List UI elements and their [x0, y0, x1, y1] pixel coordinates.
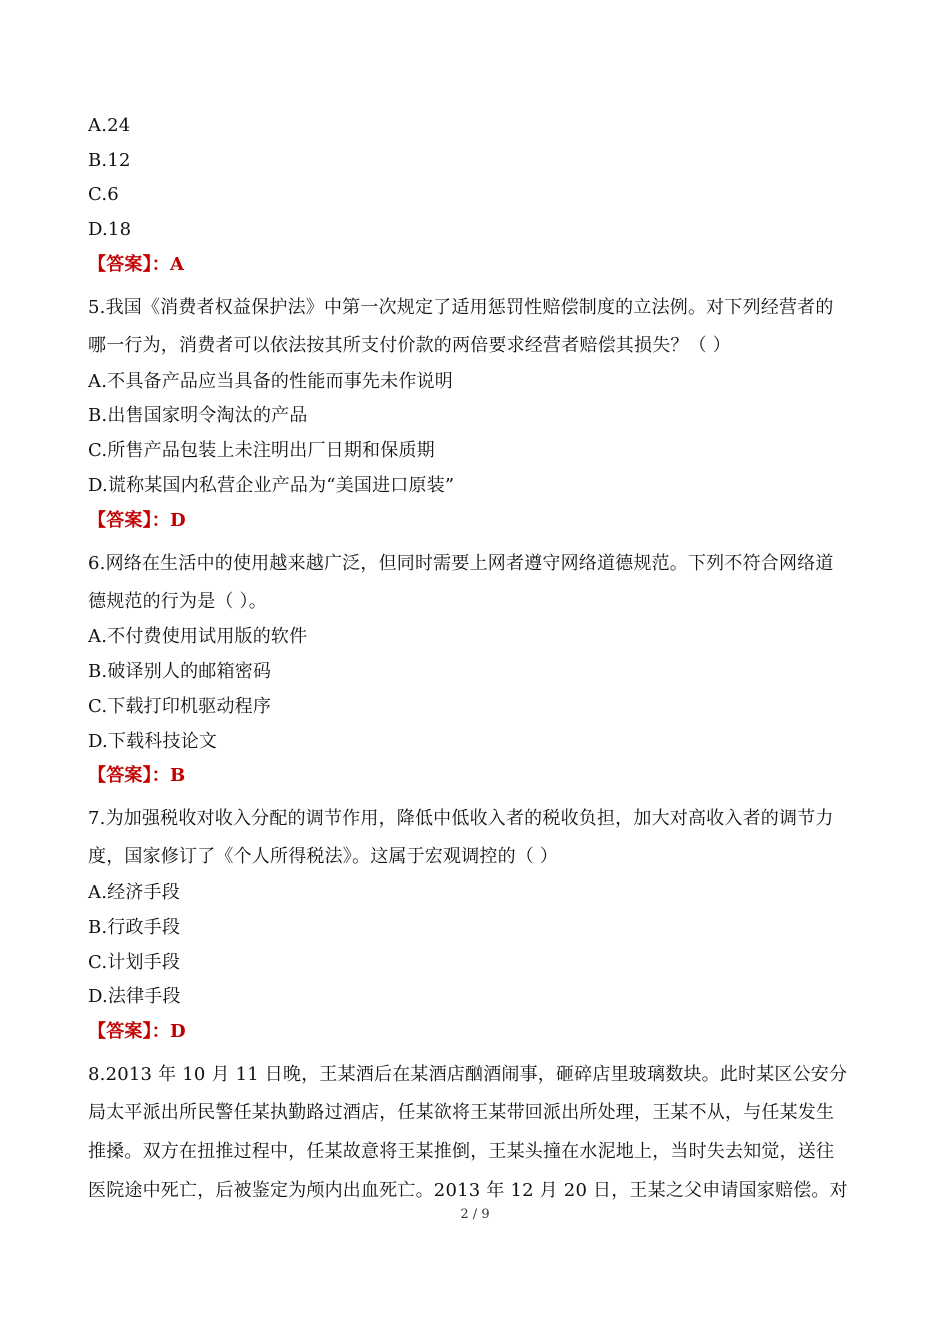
- q8-stem-line-4: 医院途中死亡，后被鉴定为颅内出血死亡。2013 年 12 月 20 日，王某之父申请国家赔偿。对: [88, 1180, 848, 1201]
- q7-option-c: C.计划手段: [88, 952, 181, 973]
- q8-stem-line-1: 8.2013 年 10 月 11 日晚，王某酒后在某酒店酗酒闹事，砸碎店里玻璃数块。此时某区公安分: [88, 1064, 848, 1085]
- q5-option-c: C.所售产品包装上未注明出厂日期和保质期: [88, 440, 435, 461]
- q4-option-b: B.12: [88, 150, 131, 171]
- q5-option-b: B.出售国家明令淘汰的产品: [88, 405, 308, 426]
- q7-option-b: B.行政手段: [88, 917, 181, 938]
- q7-stem-line-2: 度，国家修订了《个人所得税法》。这属于宏观调控的（ ）: [88, 846, 559, 867]
- q6-stem-line-2: 德规范的行为是（ ）。: [88, 591, 267, 612]
- q5-answer: 【答案】：D: [88, 510, 186, 531]
- q8-stem-line-2: 局太平派出所民警任某执勤路过酒店，任某欲将王某带回派出所处理，王某不从，与任某发生: [88, 1102, 835, 1123]
- q4-option-a: A.24: [88, 115, 131, 136]
- q6-option-a: A.不付费使用试用版的软件: [88, 626, 308, 647]
- q7-stem-line-1: 7.为加强税收对收入分配的调节作用，降低中低收入者的税收负担，加大对高收入者的调节力: [88, 808, 834, 829]
- q7-option-a: A.经济手段: [88, 882, 180, 903]
- q5-stem-line-1: 5.我国《消费者权益保护法》中第一次规定了适用惩罚性赔偿制度的立法例。对下列经营者的: [88, 297, 834, 318]
- q7-option-d: D.法律手段: [88, 986, 181, 1007]
- q4-option-c: C.6: [88, 184, 119, 205]
- q4-option-d: D.18: [88, 219, 132, 240]
- q6-option-c: C.下载打印机驱动程序: [88, 696, 272, 717]
- q5-option-a: A.不具备产品应当具备的性能而事先未作说明: [88, 371, 453, 392]
- q7-answer: 【答案】：D: [88, 1021, 186, 1042]
- q5-stem-line-2: 哪一行为，消费者可以依法按其所支付价款的两倍要求经营者赔偿其损失？（ ）: [88, 335, 731, 356]
- q6-option-b: B.破译别人的邮箱密码: [88, 661, 272, 682]
- q8-stem-line-3: 推搡。双方在扭推过程中，任某故意将王某推倒，王某头撞在水泥地上，当时失去知觉，送往: [88, 1141, 835, 1162]
- q5-option-d: D.谎称某国内私营企业产品为“美国进口原装”: [88, 475, 455, 496]
- q6-option-d: D.下载科技论文: [88, 731, 218, 752]
- q6-answer: 【答案】：B: [88, 765, 186, 786]
- q6-stem-line-1: 6.网络在生活中的使用越来越广泛，但同时需要上网者遵守网络道德规范。下列不符合网络道: [88, 553, 834, 574]
- page-number: 2 / 9: [460, 1207, 490, 1222]
- q4-answer: 【答案】：A: [88, 254, 185, 275]
